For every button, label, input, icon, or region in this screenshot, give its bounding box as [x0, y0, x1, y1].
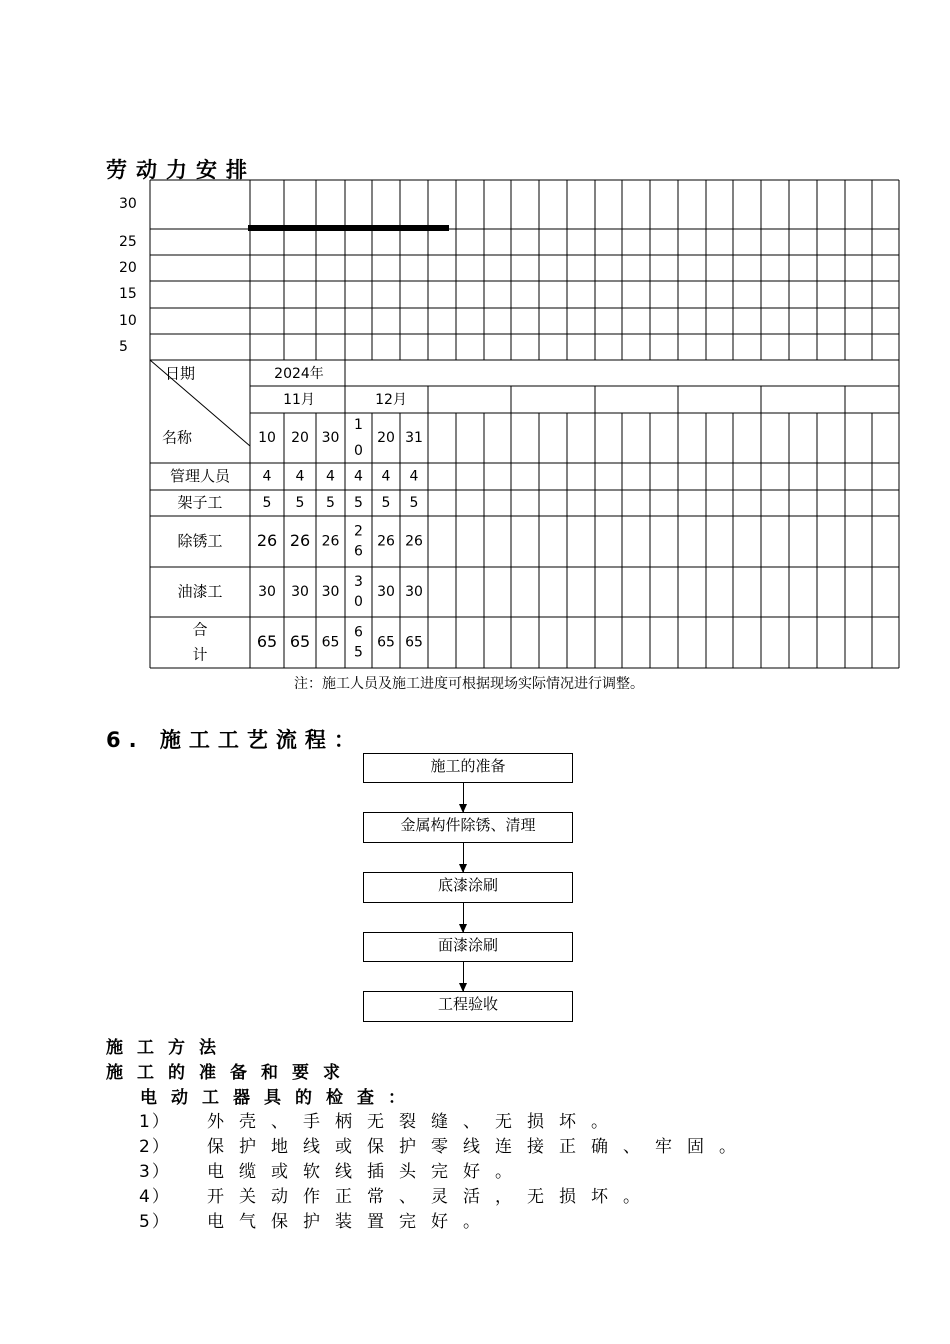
check-item	[139, 1157, 527, 1182]
cell-value: 3	[354, 574, 363, 590]
corner-date-label: 日期	[165, 364, 196, 383]
cell-value: 4	[381, 468, 391, 485]
cell-value: 5	[295, 495, 305, 511]
row-name: 计	[192, 645, 208, 664]
row-name: 管理人员	[169, 467, 231, 485]
flow-arrow	[463, 962, 464, 991]
check-title: 电动工器具的检查：	[140, 1088, 419, 1108]
check-item-number: 3）	[139, 1162, 171, 1182]
cell-value: 26	[289, 531, 311, 550]
cell-value: 4	[295, 468, 305, 485]
y-tick-20: 20	[119, 260, 137, 276]
check-item-text: 电缆或软线插头完好。	[207, 1162, 527, 1182]
cell-value: 30	[377, 584, 395, 600]
check-item-number: 2）	[139, 1137, 171, 1157]
cell-value: 26	[405, 533, 423, 550]
day-label: 30	[321, 430, 340, 446]
check-item-number: 1）	[139, 1112, 171, 1132]
y-tick-5: 5	[119, 339, 128, 355]
y-tick-10: 10	[119, 313, 137, 329]
flow-arrow	[463, 843, 464, 872]
cell-value: 2	[354, 523, 363, 540]
labor-title: 劳动力安排	[106, 158, 256, 182]
flow-step-topcoat: 面漆涂刷	[363, 932, 573, 962]
cell-value: 4	[326, 468, 335, 485]
cell-value: 65	[256, 632, 278, 651]
day-label: 20	[291, 430, 309, 446]
cell-value: 5	[262, 495, 272, 511]
check-item-number: 5）	[139, 1212, 171, 1232]
cell-value: 5	[354, 495, 363, 511]
table-note: 注：施工人员及施工进度可根据现场实际情况进行调整。	[294, 676, 644, 692]
y-tick-30: 30	[119, 196, 137, 212]
cell-value: 65	[289, 632, 311, 651]
flow-step-acceptance: 工程验收	[363, 991, 573, 1022]
cell-value: 4	[354, 468, 363, 485]
day-label: 31	[405, 430, 423, 446]
cell-value: 26	[256, 531, 278, 550]
row-name: 油漆工	[177, 582, 223, 601]
row-name: 架子工	[177, 493, 223, 512]
flow-step-primer: 底漆涂刷	[363, 872, 573, 903]
cell-value: 6	[354, 624, 363, 641]
method-title: 施工方法	[106, 1038, 230, 1058]
check-item	[139, 1207, 495, 1232]
flow-step-derust: 金属构件除锈、清理	[363, 812, 573, 843]
cell-value: 30	[291, 584, 309, 600]
cell-value: 65	[377, 634, 395, 651]
cell-value: 5	[381, 495, 391, 511]
method-subtitle: 施工的准备和要求	[106, 1063, 354, 1083]
year-label: 2024年	[274, 366, 324, 382]
process-title: 6. 施工工艺流程：	[106, 728, 363, 752]
day-label: 10	[258, 430, 276, 446]
y-tick-25: 25	[119, 234, 137, 250]
check-item-text: 保护地线或保护零线连接正确、牢固。	[207, 1137, 751, 1157]
cell-value: 65	[405, 634, 423, 651]
month-label: 12月	[375, 392, 407, 408]
cell-value: 5	[354, 644, 363, 661]
check-item-number: 4）	[139, 1187, 171, 1207]
cell-value: 6	[354, 543, 363, 560]
flow-arrow	[463, 783, 464, 812]
check-item-text: 电气保护装置完好。	[207, 1212, 495, 1232]
flow-step-prepare: 施工的准备	[363, 753, 573, 783]
flow-arrow	[463, 903, 464, 932]
cell-value: 5	[409, 495, 419, 511]
month-label: 11月	[283, 392, 315, 408]
row-name: 合	[192, 620, 208, 639]
check-item	[139, 1107, 623, 1132]
cell-value: 30	[405, 584, 423, 600]
day-label: 0	[354, 443, 363, 459]
check-item-text: 外壳、手柄无裂缝、无损坏。	[207, 1112, 623, 1132]
check-item-text: 开关动作正常、灵活，无损坏。	[207, 1187, 655, 1207]
check-item	[139, 1132, 751, 1157]
cell-value: 4	[262, 468, 272, 485]
corner-name-label: 名称	[162, 428, 193, 447]
cell-value: 30	[258, 584, 276, 600]
check-item	[139, 1182, 655, 1207]
row-name: 除锈工	[177, 532, 223, 550]
y-tick-15: 15	[119, 286, 137, 302]
day-label: 1	[354, 417, 363, 433]
cell-value: 0	[354, 594, 363, 610]
cell-value: 30	[321, 584, 340, 600]
cell-value: 4	[409, 468, 419, 485]
day-label: 20	[377, 430, 395, 446]
cell-value: 5	[326, 495, 335, 511]
cell-value: 65	[321, 634, 340, 651]
cell-value: 26	[321, 533, 340, 550]
cell-value: 26	[377, 533, 395, 550]
